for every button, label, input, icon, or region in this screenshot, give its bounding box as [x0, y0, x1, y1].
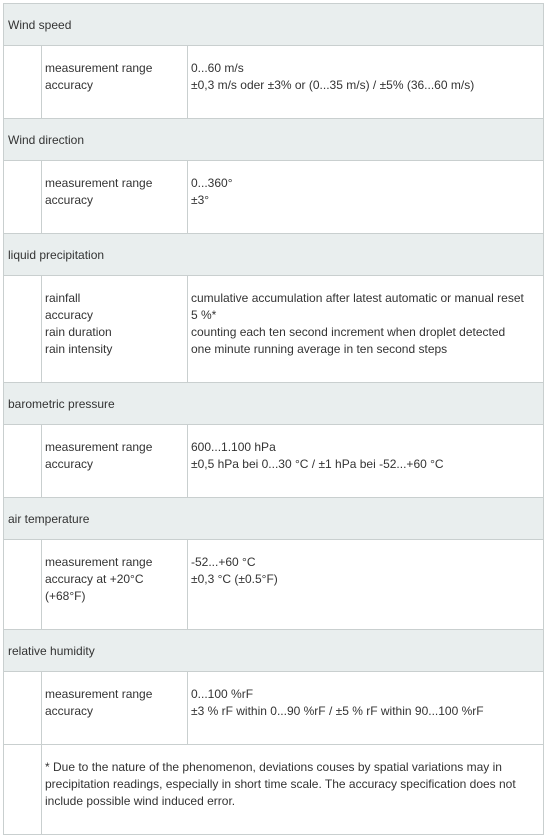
spec-values: [188, 46, 544, 119]
spec-values: [188, 425, 544, 498]
spec-value: -52...+60 °C: [191, 555, 256, 569]
spec-labels: [42, 672, 188, 745]
section-title: Wind direction: [4, 119, 544, 161]
section-header-wind-direction: [4, 119, 544, 161]
spec-values: [188, 276, 544, 383]
spec-value: 0...60 m/s: [191, 61, 244, 75]
spec-label: measurement range: [45, 176, 153, 190]
spec-label: accuracy: [45, 457, 94, 471]
section-header-barometric-pressure: [4, 383, 544, 425]
indent-cell: [4, 540, 42, 630]
spec-label: accuracy at +20°C: [45, 572, 144, 586]
spec-row-wind-direction: [4, 161, 544, 234]
spec-label: rain intensity: [45, 342, 113, 356]
spec-labels: [42, 46, 188, 119]
indent-cell: [4, 745, 42, 835]
spec-labels: [42, 540, 188, 630]
spec-labels: [42, 276, 188, 383]
spec-row-barometric-pressure: [4, 425, 544, 498]
indent-cell: [4, 46, 42, 119]
section-header-relative-humidity: [4, 630, 544, 672]
section-header-wind-speed: [4, 4, 544, 46]
section-header-air-temperature: [4, 498, 544, 540]
spec-labels: [42, 161, 188, 234]
section-title: air temperature: [4, 498, 544, 540]
spec-label: measurement range: [45, 440, 153, 454]
spec-value: 0...100 %rF: [191, 687, 254, 701]
spec-label: (+68°F): [45, 589, 86, 603]
spec-label: rainfall: [45, 291, 81, 305]
spec-value: ±3 % rF within 0...90 %rF / ±5 % rF within 90...100 %rF: [191, 704, 484, 718]
spec-value: one minute running average in ten second steps: [191, 342, 448, 356]
indent-cell: [4, 161, 42, 234]
spec-label: rain duration: [45, 325, 112, 339]
footnote-row: [4, 745, 544, 835]
spec-row-relative-humidity: [4, 672, 544, 745]
spec-label: accuracy: [45, 704, 94, 718]
spec-value: 0...360°: [191, 176, 233, 190]
spec-label: accuracy: [45, 78, 94, 92]
spec-value: ±3°: [191, 193, 210, 207]
spec-label: measurement range: [45, 687, 153, 701]
spec-values: [188, 540, 544, 630]
spec-value: ±0,3 °C (±0.5°F): [191, 572, 278, 586]
spec-value: 5 %*: [191, 308, 217, 322]
section-title: Wind speed: [4, 4, 544, 46]
spec-labels: [42, 425, 188, 498]
indent-cell: [4, 425, 42, 498]
spec-values: [188, 672, 544, 745]
section-title: barometric pressure: [4, 383, 544, 425]
sensor-spec-table: [3, 3, 544, 835]
section-title: liquid precipitation: [4, 234, 544, 276]
spec-row-wind-speed: [4, 46, 544, 119]
spec-value: ±0,5 hPa bei 0...30 °C / ±1 hPa bei -52...+60 °C: [191, 457, 444, 471]
footnote-text: * Due to the nature of the phenomenon, deviations couses by spatial variations may in precipitation readings, especially in short time scale. The accuracy specification does not include possible wind induced error.: [42, 745, 544, 835]
spec-values: [188, 161, 544, 234]
section-header-liquid-precipitation: [4, 234, 544, 276]
spec-row-air-temperature: [4, 540, 544, 630]
spec-value: cumulative accumulation after latest automatic or manual reset: [191, 291, 524, 305]
spec-row-liquid-precipitation: [4, 276, 544, 383]
spec-value: counting each ten second increment when droplet detected: [191, 325, 506, 339]
spec-label: accuracy: [45, 308, 94, 322]
spec-label: measurement range: [45, 555, 153, 569]
spec-label: accuracy: [45, 193, 94, 207]
spec-label: measurement range: [45, 61, 153, 75]
indent-cell: [4, 672, 42, 745]
spec-value: ±0,3 m/s oder ±3% or (0...35 m/s) / ±5% (36...60 m/s): [191, 78, 475, 92]
spec-value: 600...1.100 hPa: [191, 440, 276, 454]
indent-cell: [4, 276, 42, 383]
section-title: relative humidity: [4, 630, 544, 672]
